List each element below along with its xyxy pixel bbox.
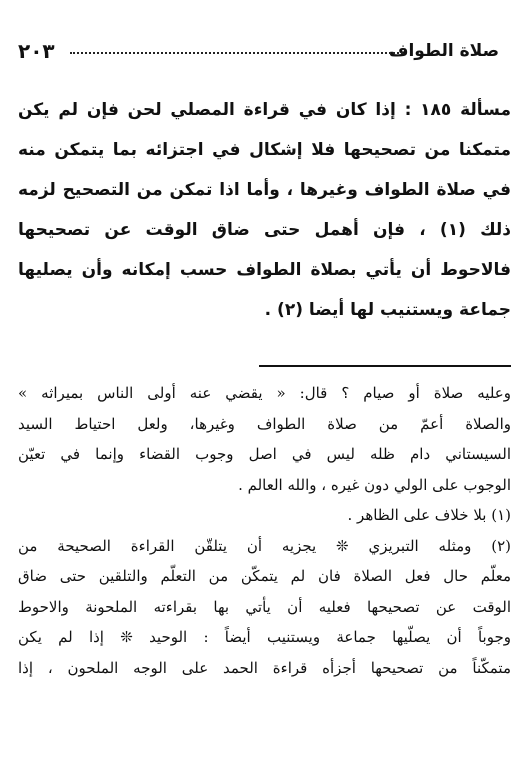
footnote-separator — [259, 365, 511, 367]
issue-paragraph — [18, 90, 511, 330]
footnote-2-line: (٢) ومثله التبريزي ❊ يجزيه أن يتلقّن القراءة الصحيحة من — [18, 536, 511, 555]
footnote-line: السيستاني دام ظله ليس في اصل وجوب القضاء وإنما في تعيّن — [18, 445, 511, 463]
main-line: فالاحوط أن يأتي بصلاة الطواف حسب إمكانه وأن يصليها — [18, 260, 511, 280]
footnotes — [18, 378, 511, 683]
main-line-text: إذا كان في قراءة المصلي لحن فإن لم يكن — [18, 100, 396, 120]
footnote-2-line: وجوباً أن يصلّيها جماعة ويستنيب أيضاً : الوحيد ❊ إذا لم يكن — [18, 628, 511, 646]
main-line — [18, 90, 511, 130]
footnote-line: والصلاة أعمّ من صلاة الطواف وغيرها، ولعل احتياط السيد — [18, 414, 511, 433]
page-number: ٢٠٣ — [18, 39, 55, 63]
main-line: ذلك (١) ، فإن أهمل حتى ضاق الوقت عن تصحيحها — [18, 220, 511, 240]
footnote-2-line: متمكّناً من تصحيحها أجزأه قراءة الحمد على الوجه الملحون ، إذا — [18, 658, 511, 677]
footnote-line: وعليه صلاة أو صيام ؟ قال: « يقضي عنه أولى الناس بميراثه » — [18, 384, 511, 402]
main-line: متمكنا من تصحيحها فلا إشكال في اجتزائه بما يتمكن منه — [18, 140, 511, 160]
main-line: في صلاة الطواف وغيرها ، وأما اذا تمكن من التصحيح لزمه — [18, 180, 511, 200]
issue-number: مسألة ١٨٥ : — [404, 100, 511, 120]
header-dotted-leader — [70, 52, 403, 54]
footnote-line: الوجوب على الولي دون غيره ، والله العالم . — [238, 475, 511, 494]
header-title: صلاة الطواف — [388, 41, 499, 61]
running-header — [18, 38, 499, 66]
footnote-1: (١) بلا خلاف على الظاهر . — [347, 506, 511, 524]
footnote-2-line: الوقت عن تصحيحها فعليه أن يأتي بها بقراءته الملحونة والاحوط — [18, 597, 511, 616]
main-text — [18, 90, 511, 330]
main-line: جماعة ويستنيب لها أيضا (٢) . — [264, 300, 511, 320]
footnote-2-line: معلّم حال فعل الصلاة فان لم يتمكّن من التعلّم والتلقين حتى ضاق — [18, 567, 511, 585]
